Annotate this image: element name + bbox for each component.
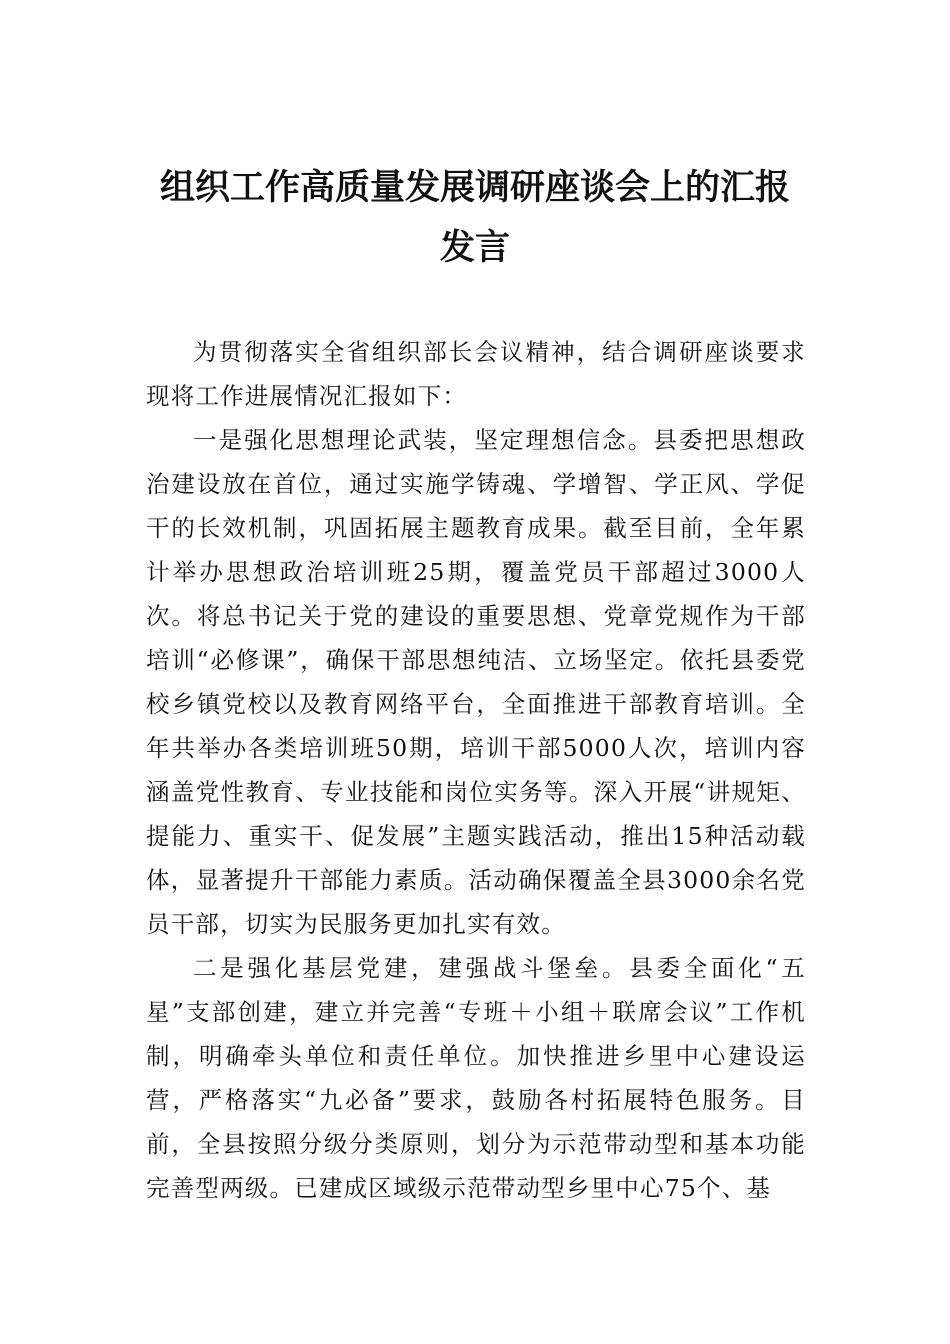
document-title [120, 158, 830, 278]
paragraph-section-2: 二是强化基层党建，建强战斗堡垒。县委全面化“五星”支部创建，建立并完善“专班＋小组＋联席会议”工作机制，明确牵头单位和责任单位。加快推进乡里中心建设运营，严格落实“九必备”要求，鼓励各村拓展特色服务。目前，全县按照分级分类原则，划分为示范带动型和基本功能完善型两级。已建成区域级示范带动型乡里中心75个、基 [146, 954, 806, 1202]
title-line-2: 发言 [439, 227, 510, 268]
paragraph-intro: 为贯彻落实全省组织部长会议精神，结合调研座谈要求现将工作进展情况汇报如下： [146, 338, 806, 410]
document-body [146, 330, 806, 1210]
title-line-1: 组织工作高质量发展调研座谈会上的汇报 [159, 167, 790, 208]
paragraph-section-1: 一是强化思想理论武装，坚定理想信念。县委把思想政治建设放在首位，通过实施学铸魂、学增智、学正风、学促干的长效机制，巩固拓展主题教育成果。截至目前，全年累计举办思想政治培训班25期，覆盖党员干部超过3000人次。将总书记关于党的建设的重要思想、党章党规作为干部培训“必修课”，确保干部思想纯洁、立场坚定。依托县委党校乡镇党校以及教育网络平台，全面推进干部教育培训。全年共举办各类培训班50期，培训干部5000人次，培训内容涵盖党性教育、专业技能和岗位实务等。深入开展“讲规矩、提能力、重实干、促发展”主题实践活动，推出15种活动载体，显著提升干部能力素质。活动确保覆盖全县3000余名党员干部，切实为民服务更加扎实有效。 [146, 426, 806, 938]
